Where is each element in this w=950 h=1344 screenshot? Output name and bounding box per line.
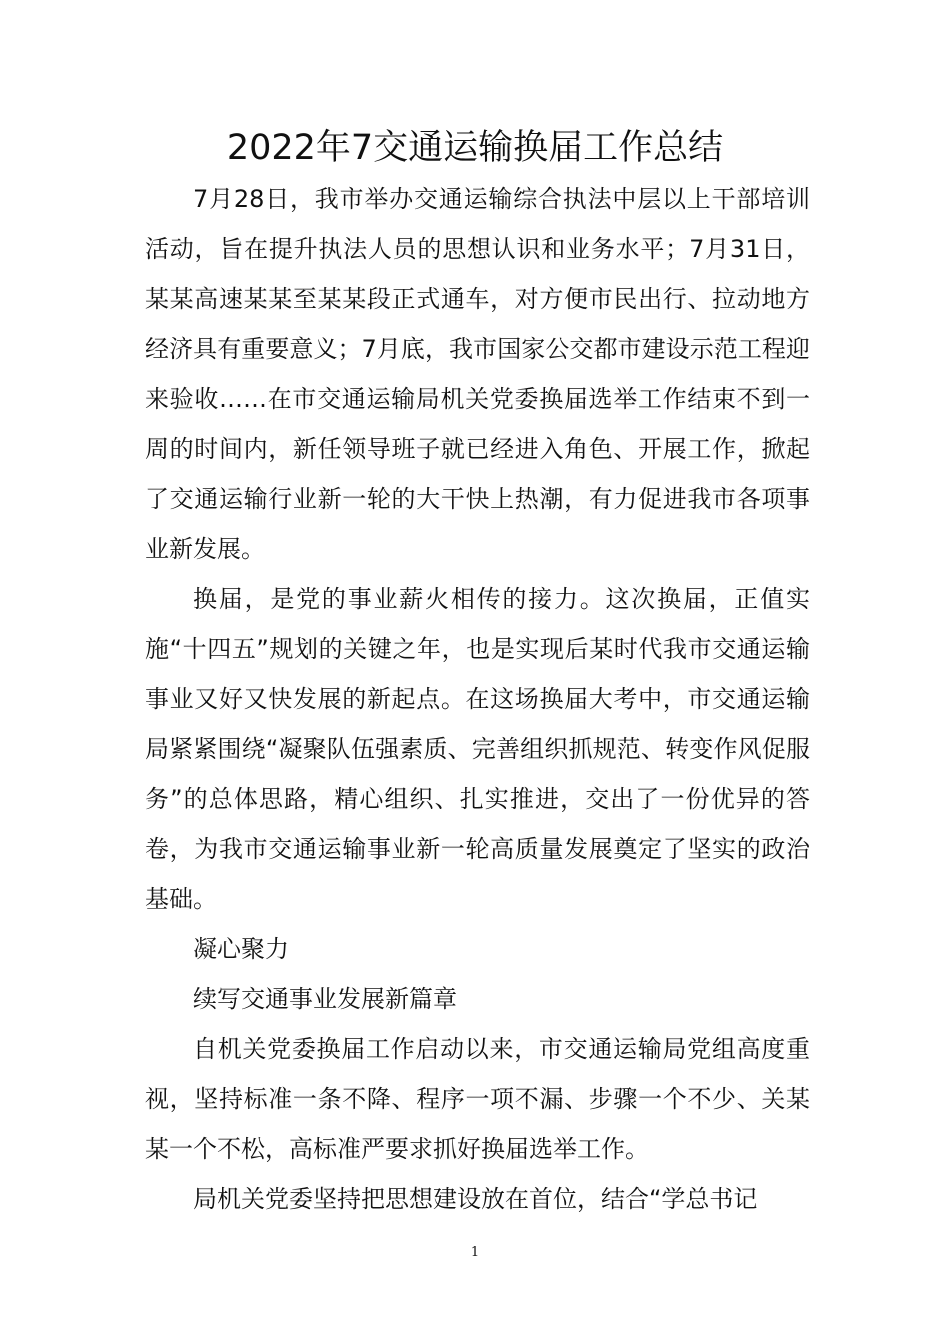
page-number: 1 (470, 1245, 480, 1260)
paragraph: 自机关党委换届工作启动以来，市交通运输局党组高度重视，坚持标准一条不降、程序一项不漏、步骤一个不少、关某某一个不松，高标准严要求抓好换届选举工作。 (145, 1035, 810, 1163)
paragraph: 7月28日，我市举办交通运输综合执法中层以上干部培训活动，旨在提升执法人员的思想认识和业务水平；7月31日，某某高速某某至某某段正式通车，对方便市民出行、拉动地方经济具有重要意义；7月底，我市国家公交都市建设示范工程迎来验收……在市交通运输局机关党委换届选举工作结束不到一周的时间内，新任领导班子就已经进入角色、开展工作，掀起了交通运输行业新一轮的大干快上热潮，有力促进我市各项事业新发展。 (145, 185, 810, 563)
paragraph: 局机关党委坚持把思想建设放在首位，结合“学总书记 (193, 1185, 758, 1213)
paragraph: 换届，是党的事业薪火相传的接力。这次换届，正值实施“十四五”规划的关键之年，也是实现后某时代我市交通运输事业又好又快发展的新起点。在这场换届大考中，市交通运输局紧紧围绕“凝聚队伍强素质、完善组织抓规范、转变作风促服务”的总体思路，精心组织、扎实推进，交出了一份优异的答卷，为我市交通运输事业新一轮高质量发展奠定了坚实的政治基础。 (145, 585, 810, 913)
section-subheading: 续写交通事业发展新篇章 (193, 985, 457, 1013)
section-heading: 凝心聚力 (193, 935, 289, 963)
document-title: 2022年7交通运输换届工作总结 (226, 128, 724, 168)
document-body (145, 174, 810, 1224)
